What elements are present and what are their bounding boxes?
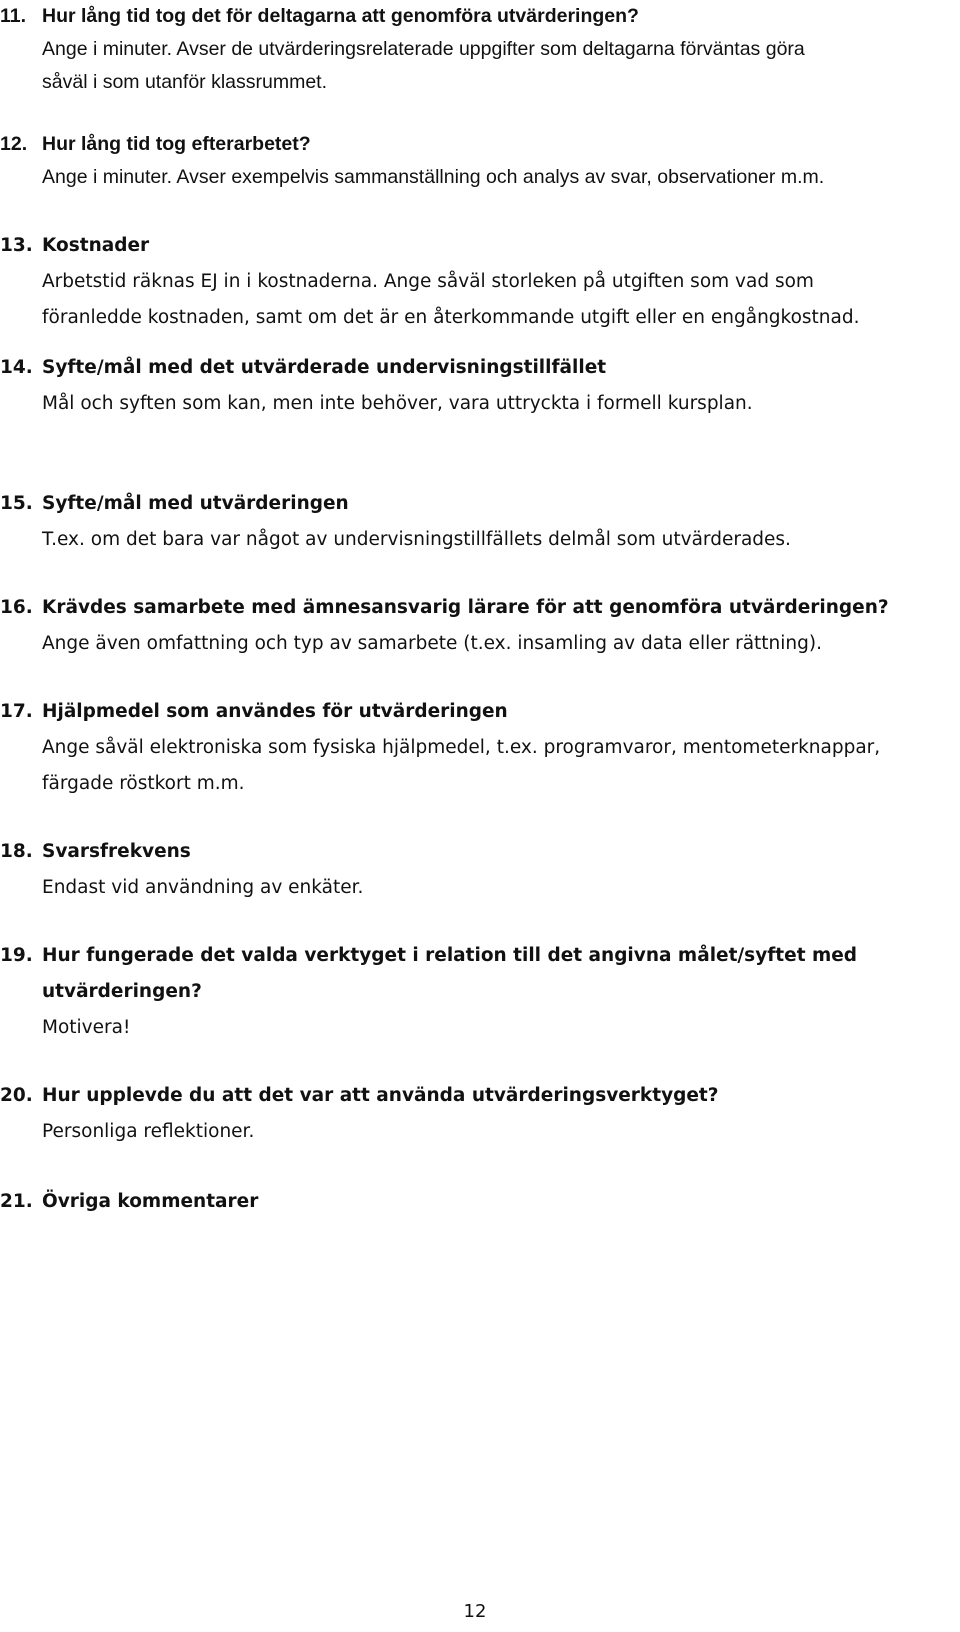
page-number: 12 [463,1601,487,1622]
item-description-line: föranledde kostnaden, samt om det är en återkommande utgift eller en engångkostnad. [42,307,860,328]
item-number: 16. [0,597,33,618]
item-11 [0,0,930,99]
item-number: 17. [0,701,33,722]
item-13 [0,228,930,336]
item-number: 21. [0,1191,33,1212]
item-question: Hjälpmedel som användes för utvärderingen [42,701,508,722]
item-description-line: Mål och syften som kan, men inte behöver, vara uttryckta i formell kursplan. [42,393,753,414]
item-question: Svarsfrekvens [42,841,191,862]
item-12 [0,128,930,194]
item-number: 19. [0,945,33,966]
item-description-line: Motivera! [42,1017,131,1038]
item-number: 15. [0,493,33,514]
item-question-line: utvärderingen? [42,981,202,1002]
item-15 [0,486,930,558]
item-question: Syfte/mål med det utvärderade undervisningstillfället [42,357,607,378]
item-number: 14. [0,357,33,378]
item-21 [0,1184,930,1220]
item-number: 20. [0,1085,33,1106]
item-number: 13. [0,235,33,256]
item-question: Övriga kommentarer [42,1191,259,1212]
item-description-line: färgade röstkort m.m. [42,773,245,794]
item-16 [0,590,930,662]
item-description-line: T.ex. om det bara var något av undervisningstillfällets delmål som utvärderades. [42,529,791,550]
item-question: Kostnader [42,235,150,256]
item-14 [0,350,930,422]
item-question: Hur lång tid tog efterarbetet? [42,133,311,155]
item-question: Krävdes samarbete med ämnesansvarig lärare för att genomföra utvärderingen? [42,597,889,618]
item-description-line: Ange i minuter. Avser exempelvis sammanställning och analys av svar, observationer m.m. [42,166,825,188]
item-number: 11. [0,5,27,27]
item-description-line: Arbetstid räknas EJ in i kostnaderna. Ange såväl storleken på utgiften som vad som [42,271,814,292]
item-18 [0,834,930,906]
item-description-line: Personliga reflektioner. [42,1121,255,1142]
item-description-line: såväl i som utanför klassrummet. [42,71,328,93]
item-question: Hur upplevde du att det var att använda utvärderingsverktyget? [42,1085,719,1106]
item-19 [0,938,930,1046]
item-20 [0,1078,930,1150]
item-question-line: Hur fungerade det valda verktyget i relation till det angivna målet/syftet med [42,945,858,966]
item-number: 12. [0,133,28,155]
item-17 [0,694,930,802]
item-question: Syfte/mål med utvärderingen [42,493,349,514]
item-question: Hur lång tid tog det för deltagarna att genomföra utvärderingen? [42,5,639,27]
item-description-line: Ange i minuter. Avser de utvärderingsrelaterade uppgifter som deltagarna förväntas göra [42,38,805,60]
item-description-line: Ange såväl elektroniska som fysiska hjälpmedel, t.ex. programvaror, mentometerknappar, [42,737,881,758]
item-description-line: Ange även omfattning och typ av samarbete (t.ex. insamling av data eller rättning). [42,633,822,654]
item-number: 18. [0,841,33,862]
item-description-line: Endast vid användning av enkäter. [42,877,364,898]
